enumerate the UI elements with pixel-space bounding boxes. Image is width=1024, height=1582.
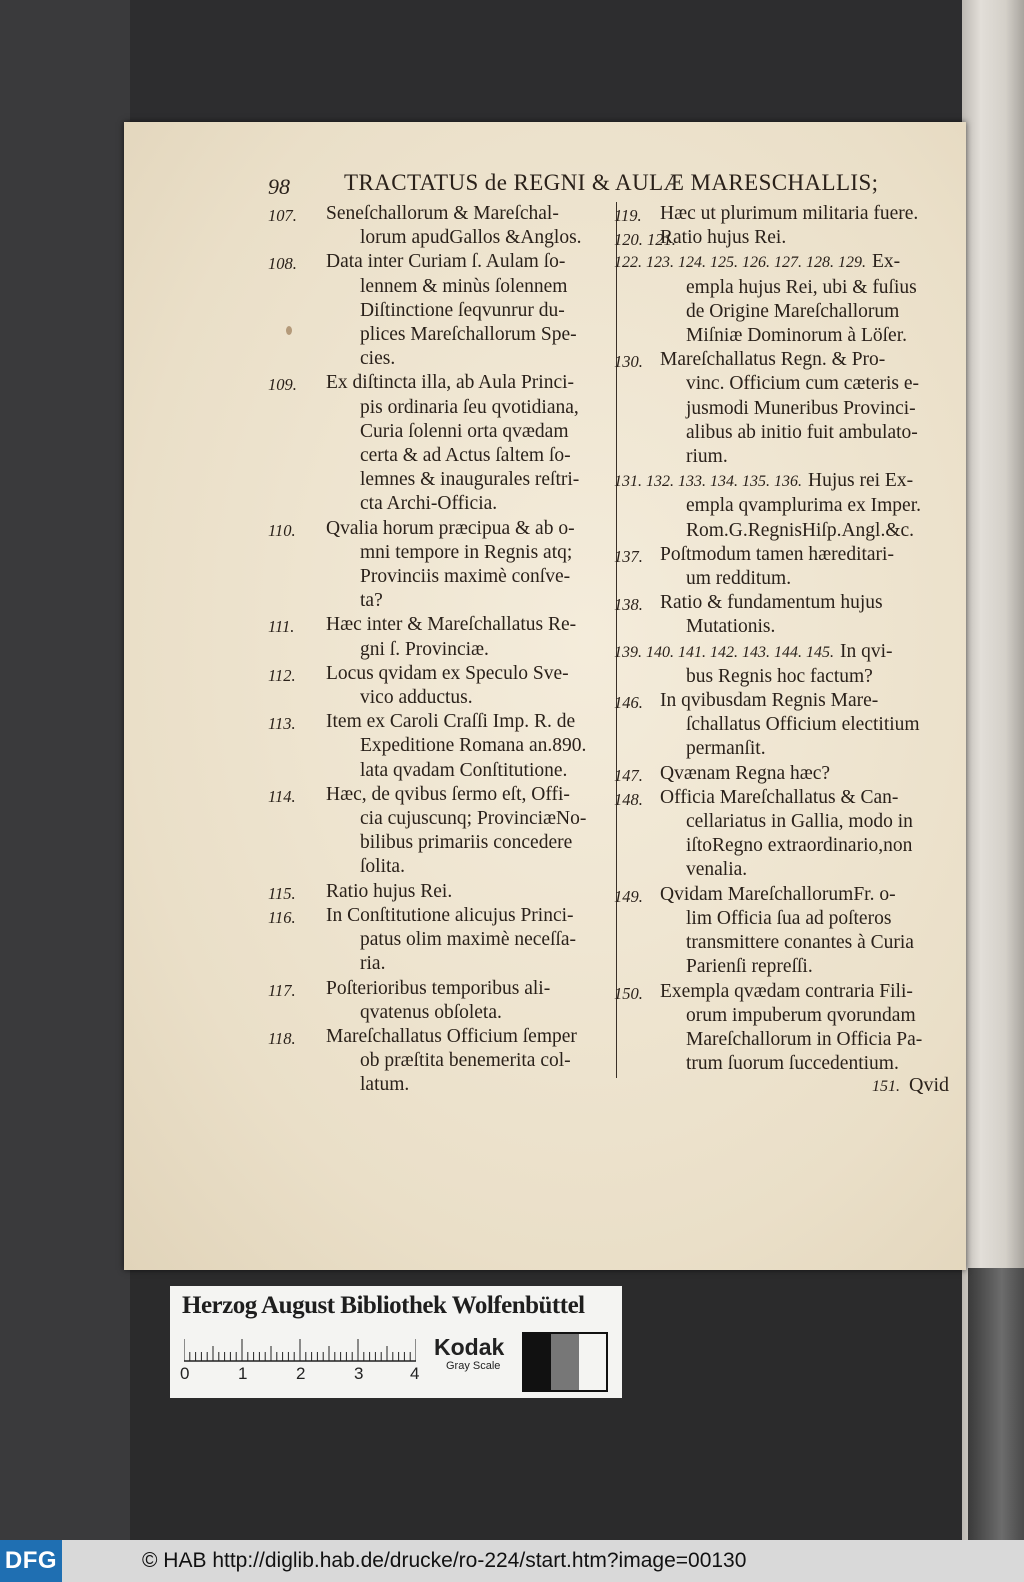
gray-scale-label: Gray Scale — [446, 1360, 501, 1372]
index-entry — [614, 202, 954, 226]
entry-line: bilibus primariis concedere — [360, 832, 573, 854]
catchword-number: 151. — [872, 1078, 900, 1095]
catchword — [872, 1074, 949, 1097]
entry-line: ſolita. — [360, 856, 405, 878]
entry-line: cies. — [360, 348, 396, 370]
entry-line — [614, 250, 954, 275]
ruler-number: 4 — [410, 1364, 420, 1383]
entry-number: 116. — [268, 907, 296, 927]
entry-number: 137. — [614, 546, 643, 566]
entry-line: Locus qvidam ex Speculo Sve- — [326, 662, 569, 684]
dfg-logo: DFG — [0, 1540, 62, 1582]
entry-line: lemnes & inaugurales reſtri- — [360, 469, 580, 491]
entry-number: 148. — [614, 789, 643, 809]
entry-number: 114. — [268, 786, 296, 806]
entry-line: latum. — [360, 1074, 410, 1096]
index-entry — [268, 662, 616, 710]
ruler-scale — [184, 1338, 416, 1362]
entry-line — [614, 469, 954, 494]
entry-line: pis ordinaria ſeu qvotidiana, — [360, 396, 579, 418]
entry-line: Hæc ut plurimum militaria fuere. — [660, 203, 919, 224]
entry-line: cta Archi-Officia. — [360, 493, 498, 515]
ruler-number: 0 — [180, 1364, 190, 1383]
entry-number: 122. 123. 124. 125. 126. 127. 128. 129. — [614, 254, 866, 272]
entry-line: venalia. — [686, 859, 748, 881]
ruler-number: 2 — [296, 1364, 306, 1383]
entry-line: Miſniæ Dominorum à Löſer. — [686, 325, 907, 347]
entry-line: Ex diſtincta illa, ab Aula Princi- — [326, 372, 575, 394]
entry-number: 109. — [268, 375, 297, 395]
entry-line: ſchallatus Officium electitium — [686, 714, 920, 736]
catchword-text: Qvid — [909, 1074, 949, 1096]
entry-number: 138. — [614, 595, 643, 615]
entry-line: Item ex Caroli Craſſi Imp. R. de — [326, 711, 576, 733]
entry-line: Provinciis maximè conſve- — [360, 566, 571, 588]
entry-line: ria. — [360, 953, 386, 975]
entry-line: Data inter Curiam ſ. Aulam ſo- — [326, 251, 566, 273]
entry-line: In qvibusdam Regnis Mare- — [660, 690, 879, 712]
entry-line: Poſtmodum tamen hæreditari- — [660, 543, 894, 565]
entry-line: plices Mareſchallorum Spe- — [360, 324, 577, 346]
library-name: Herzog August Bibliothek Wolfenbüttel — [182, 1292, 585, 1319]
entry-line: ta? — [360, 590, 383, 612]
gray-scale-steps — [522, 1332, 608, 1392]
entry-number: 139. 140. 141. 142. 143. 144. 145. — [614, 643, 834, 661]
entry-line: Rom.G.RegnisHiſp.Angl.&c. — [686, 519, 915, 541]
entry-line: rium. — [686, 446, 728, 468]
index-column-right — [614, 202, 954, 1076]
entry-number: 131. 132. 133. 134. 135. 136. — [614, 473, 802, 491]
entry-line: bus Regnis hoc factum? — [686, 665, 873, 687]
entry-line: Hæc inter & Mareſchallatus Re- — [326, 614, 577, 636]
index-entry — [268, 904, 616, 977]
entry-line: Ratio & fundamentum hujus — [660, 592, 883, 614]
index-entry — [268, 202, 616, 250]
entry-line — [614, 640, 954, 665]
entry-line: Poſterioribus temporibus ali- — [326, 977, 551, 999]
entry-line: alibus ab initio fuit ambulato- — [686, 421, 918, 443]
entry-number: 118. — [268, 1028, 296, 1048]
index-entry — [268, 710, 616, 783]
ruler-number: 3 — [354, 1364, 364, 1383]
index-entry — [268, 250, 616, 371]
entry-line: Qvidam MareſchallorumFr. o- — [660, 883, 896, 905]
entry-line: patus olim maximè neceſſa- — [360, 929, 577, 951]
entry-line: In Conſtitutione alicujus Princi- — [326, 904, 574, 926]
entry-line: cia cujuscunq; ProvinciæNo- — [360, 808, 587, 830]
entry-number: 150. — [614, 983, 643, 1003]
entry-line: Officia Mareſchallatus & Can- — [660, 786, 899, 808]
entry-line: Expeditione Romana an.890. — [360, 735, 587, 757]
entry-line: Hæc, de qvibus ſermo eſt, Offi- — [326, 783, 570, 805]
index-entry — [268, 1025, 616, 1098]
index-entry — [614, 640, 954, 689]
entry-line-text: In qvi- — [840, 640, 893, 662]
entry-line: Ratio hujus Rei. — [326, 880, 453, 902]
entry-line: iſtoRegno extraordinario,non — [686, 835, 913, 857]
index-entry — [614, 591, 954, 639]
entry-line: Qvalia horum præcipua & ab o- — [326, 517, 575, 539]
index-entry — [268, 517, 616, 614]
index-entry — [614, 980, 954, 1077]
entry-line: Mareſchallatus Officium ſemper — [326, 1025, 577, 1047]
index-entry — [268, 371, 616, 516]
index-entry — [614, 689, 954, 762]
entry-line: Parienſi repreſſi. — [686, 956, 813, 978]
entry-number: 117. — [268, 980, 296, 1000]
entry-line: Exempla qvædam contraria Fili- — [660, 980, 913, 1002]
entry-line: qvatenus obſoleta. — [360, 1001, 502, 1023]
entry-line: gni ſ. Provinciæ. — [360, 638, 489, 660]
entry-line: ob præſtita benemerita col- — [360, 1050, 571, 1072]
entry-line: Mareſchallatus Regn. & Pro- — [660, 349, 886, 371]
entry-line: um redditum. — [686, 568, 792, 590]
entry-line: Ratio hujus Rei. — [660, 227, 787, 249]
index-column-left — [268, 202, 616, 1098]
index-entry — [614, 250, 954, 348]
entry-line: Qvænam Regna hæc? — [660, 762, 831, 784]
entry-line: lata qvadam Conſtitutione. — [360, 759, 568, 781]
ruler-numbers — [180, 1364, 430, 1388]
entry-line: orum impuberum qvorundam — [686, 1004, 916, 1026]
entry-number: 119. — [614, 206, 642, 225]
copyright-url[interactable]: © HAB http://diglib.hab.de/drucke/ro-224/start.htm?image=00130 — [142, 1549, 747, 1572]
entry-line: de Origine Mareſchallorum — [686, 300, 900, 322]
entry-line: mni tempore in Regnis atq; — [360, 541, 573, 563]
scanner-background-top — [0, 0, 1024, 122]
index-entry — [614, 762, 954, 786]
entry-number: 110. — [268, 520, 296, 540]
footer-bar — [0, 1540, 1024, 1582]
entry-number: 120. 121. — [614, 230, 676, 250]
page-header — [268, 168, 948, 202]
entry-line: vico adductus. — [360, 687, 473, 709]
index-entry — [614, 786, 954, 883]
entry-line: jusmodi Muneribus Provinci- — [686, 397, 916, 419]
entry-line: lim Officia ſua ad poſteros — [686, 907, 892, 929]
entry-line: lennem & minùs ſolennem — [360, 275, 568, 297]
index-entry — [614, 226, 954, 250]
entry-line: Seneſchallorum & Mareſchal- — [326, 203, 559, 224]
entry-line: Diſtinctione ſeqvunrur du- — [360, 299, 565, 321]
entry-line-text: Hujus rei Ex- — [808, 470, 914, 492]
index-entry — [268, 977, 616, 1025]
entry-line: empla qvamplurima ex Imper. — [686, 495, 922, 517]
entry-number: 113. — [268, 714, 296, 734]
entry-line: certa & ad Actus ſaltem ſo- — [360, 445, 571, 467]
entry-number: 111. — [268, 617, 295, 637]
entry-line: permanſit. — [686, 738, 766, 760]
entry-number: 108. — [268, 254, 297, 274]
entry-number: 147. — [614, 765, 643, 785]
entry-line: Curia ſolenni orta qvædam — [360, 420, 569, 442]
entry-number: 130. — [614, 352, 643, 372]
entry-line: empla hujus Rei, ubi & fuſius — [686, 276, 917, 298]
index-entry — [268, 783, 616, 880]
page-number: 98 — [268, 174, 290, 199]
scanner-background-left — [0, 0, 130, 1540]
book-spine-shadow — [968, 1268, 1024, 1540]
library-color-card — [170, 1286, 622, 1398]
running-title: TRACTATUS de REGNI & AULÆ MARESCHALLIS; — [344, 170, 879, 195]
entry-line: trum ſuorum ſuccedentium. — [686, 1053, 899, 1075]
entry-line: Mutationis. — [686, 616, 776, 638]
index-entry — [268, 880, 616, 904]
kodak-logo: Kodak — [434, 1334, 505, 1360]
entry-line: vinc. Officium cum cæteris e- — [686, 373, 920, 395]
entry-number: 112. — [268, 665, 296, 685]
entry-line: cellariatus in Gallia, modo in — [686, 811, 913, 833]
index-entry — [614, 543, 954, 591]
entry-line: transmittere conantes à Curia — [686, 932, 914, 954]
index-entry — [268, 613, 616, 661]
entry-line: Mareſchallorum in Officia Pa- — [686, 1028, 923, 1050]
entry-number: 107. — [268, 206, 297, 225]
entry-line-text: Ex- — [872, 251, 901, 273]
index-entry — [614, 883, 954, 980]
index-entry — [614, 348, 954, 469]
entry-number: 146. — [614, 693, 643, 713]
entry-number: 149. — [614, 886, 643, 906]
entry-line: lorum apudGallos &Anglos. — [360, 227, 582, 249]
index-entry — [614, 469, 954, 543]
ruler-number: 1 — [238, 1364, 248, 1383]
entry-number: 115. — [268, 883, 296, 903]
